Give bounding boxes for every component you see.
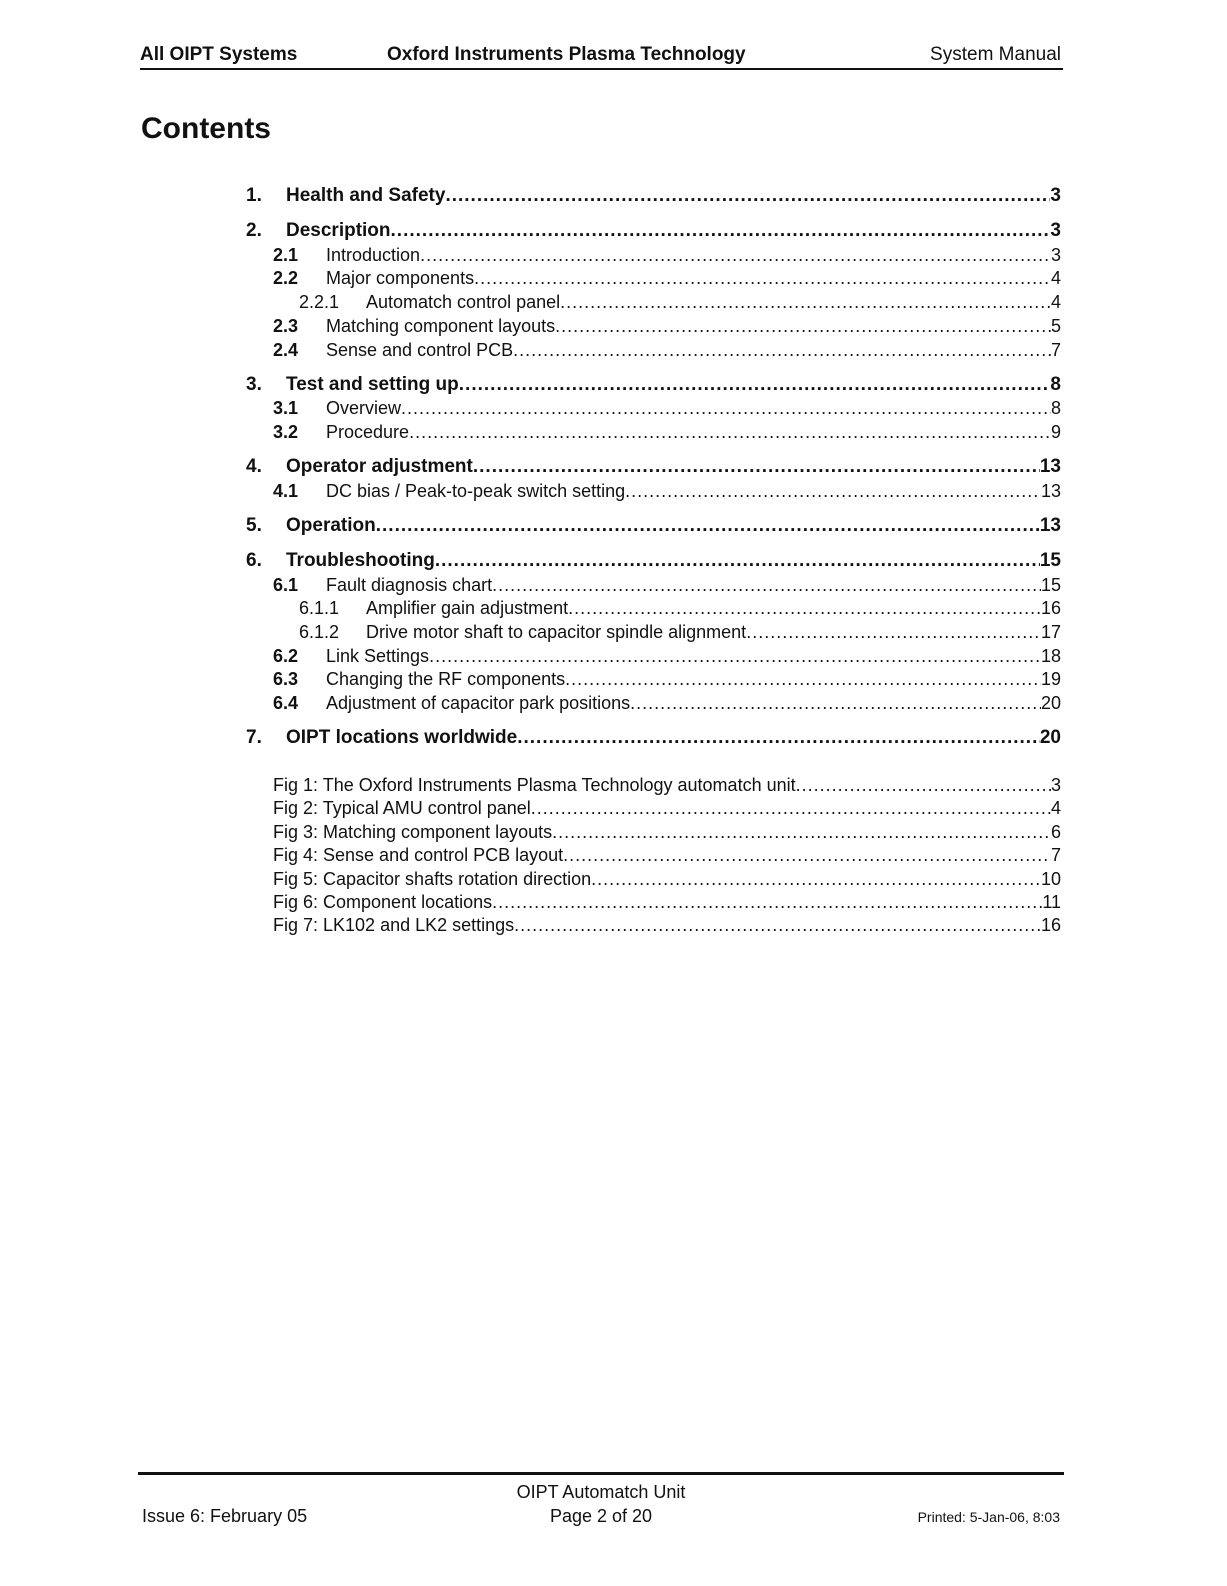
toc-entry[interactable]: [0, 219, 1227, 243]
toc-entry[interactable]: [0, 373, 1227, 397]
toc-entry-page: 4: [1050, 268, 1061, 288]
dot-leader: [565, 667, 1041, 691]
toc-entry[interactable]: [0, 314, 1227, 338]
figure-entry-page: 4: [1050, 798, 1061, 818]
toc-entry[interactable]: [0, 396, 1227, 420]
toc-entry[interactable]: [0, 243, 1227, 267]
toc-entry-number: 1.: [246, 185, 262, 206]
figure-entry[interactable]: [0, 867, 1227, 891]
figure-entry-page: 6: [1050, 822, 1061, 842]
dot-leader: [625, 479, 1041, 503]
dot-leader: [429, 644, 1041, 668]
dot-leader: [514, 913, 1041, 937]
toc-entry-label: Procedure: [326, 422, 410, 442]
toc-entry[interactable]: [0, 184, 1227, 208]
dot-leader: [474, 266, 1051, 290]
toc-entry-number: 2.1: [273, 245, 299, 265]
toc-entry-page: 9: [1050, 422, 1061, 442]
toc-entry-page: 15: [1040, 575, 1061, 595]
toc-entry[interactable]: [0, 420, 1227, 444]
figure-entry-label: Fig 6: Component locations: [273, 892, 493, 912]
toc-entry-label: Test and setting up: [286, 374, 459, 395]
toc-entry[interactable]: [0, 455, 1227, 479]
toc-entry-page: 3: [1050, 245, 1061, 265]
toc-entry-label: Troubleshooting: [286, 550, 435, 571]
dot-leader: [630, 691, 1041, 715]
toc-entry-page: 13: [1039, 456, 1061, 477]
toc-entry-number: 2.2.1: [299, 292, 340, 312]
toc-entry-page: 20: [1039, 727, 1061, 748]
toc-entry-label: Operator adjustment: [286, 456, 473, 477]
figure-entry-label: Fig 7: LK102 and LK2 settings: [273, 915, 515, 935]
footer-printed-date: Printed: 5-Jan-06, 8:03: [917, 1509, 1060, 1525]
toc-entry-page: 3: [1050, 185, 1061, 206]
page-title: Contents: [141, 112, 271, 145]
toc-entry-label: DC bias / Peak-to-peak switch setting: [326, 481, 626, 501]
toc-entry-page: 16: [1040, 598, 1061, 618]
toc-entry-number: 2.4: [273, 340, 299, 360]
figure-entry-label: Fig 5: Capacitor shafts rotation direction: [273, 869, 592, 889]
footer-page-number: Page 2 of 20: [549, 1506, 653, 1526]
toc-entry-label: Drive motor shaft to capacitor spindle alignment: [366, 622, 747, 642]
dot-leader: [568, 596, 1041, 620]
toc-entry-label: Changing the RF components: [326, 669, 566, 689]
dot-leader: [409, 420, 1051, 444]
toc-entry-number: 2.3: [273, 316, 299, 336]
dot-leader: [563, 843, 1051, 867]
toc-entry[interactable]: [0, 573, 1227, 597]
figure-entry[interactable]: [0, 796, 1227, 820]
dot-leader: [459, 373, 1051, 397]
toc-entry[interactable]: [0, 338, 1227, 362]
dot-leader: [555, 314, 1051, 338]
toc-entry-label: Overview: [326, 398, 402, 418]
dot-leader: [591, 867, 1041, 891]
figure-entry-page: 7: [1050, 845, 1061, 865]
toc-entry[interactable]: [0, 514, 1227, 538]
toc-entry-label: Link Settings: [326, 646, 430, 666]
toc-entry-page: 8: [1050, 398, 1061, 418]
toc-entry-label: Description: [286, 220, 391, 241]
toc-entry-page: 5: [1050, 316, 1061, 336]
figure-entry[interactable]: [0, 890, 1227, 914]
toc-entry-page: 19: [1040, 669, 1061, 689]
toc-entry[interactable]: [0, 691, 1227, 715]
figure-entry[interactable]: [0, 843, 1227, 867]
dot-leader: [473, 455, 1040, 479]
page-header: [140, 42, 1063, 70]
figure-entry-page: 10: [1040, 869, 1061, 889]
dot-leader: [420, 243, 1051, 267]
toc-entry-page: 4: [1050, 292, 1061, 312]
toc-entry-label: Major components: [326, 268, 475, 288]
toc-entry-number: 3.1: [273, 398, 299, 418]
toc-entry-page: 13: [1039, 515, 1061, 536]
toc-entry-number: 2.: [246, 220, 262, 241]
header-left: All OIPT Systems: [140, 44, 298, 65]
toc-entry-number: 6.1.2: [299, 622, 340, 642]
toc-entry-page: 3: [1050, 220, 1061, 241]
toc-entry-number: 2.2: [273, 268, 299, 288]
toc-entry-page: 20: [1040, 693, 1061, 713]
dot-leader: [391, 219, 1051, 243]
dot-leader: [531, 796, 1051, 820]
figure-entry-page: 11: [1042, 892, 1061, 912]
figure-entry-page: 3: [1050, 775, 1061, 795]
figure-entry-label: Fig 3: Matching component layouts: [273, 822, 553, 842]
toc-entry-number: 6.1.1: [299, 598, 340, 618]
toc-entry-label: Operation: [286, 515, 376, 536]
toc-entry-page: 7: [1050, 340, 1061, 360]
footer-issue: Issue 6: February 05: [142, 1506, 308, 1526]
toc-entry-label: Introduction: [326, 245, 421, 265]
dot-leader: [513, 338, 1051, 362]
dot-leader: [552, 820, 1051, 844]
toc-entry-label: Adjustment of capacitor park positions: [326, 693, 631, 713]
toc-entry-number: 6.2: [273, 646, 299, 666]
dot-leader: [445, 184, 1050, 208]
toc-entry-number: 6.4: [273, 693, 299, 713]
dot-leader: [746, 620, 1041, 644]
header-right: System Manual: [930, 44, 1061, 65]
toc-entry-label: OIPT locations worldwide: [286, 727, 518, 748]
figure-entry-label: Fig 4: Sense and control PCB layout: [273, 845, 564, 865]
toc-entry-number: 6.1: [273, 575, 299, 595]
toc-entry-page: 8: [1050, 374, 1061, 395]
toc-entry-number: 4.1: [273, 481, 299, 501]
dot-leader: [517, 726, 1040, 750]
dot-leader: [492, 573, 1041, 597]
toc-entry-number: 3.: [246, 374, 262, 395]
page-footer: [138, 1472, 1064, 1535]
toc-entry-page: 17: [1040, 622, 1061, 642]
dot-leader: [401, 396, 1051, 420]
dot-leader: [560, 290, 1051, 314]
toc-entry[interactable]: [0, 266, 1227, 290]
toc-entry[interactable]: [0, 549, 1227, 573]
figure-entry-label: Fig 1: The Oxford Instruments Plasma Technology automatch unit: [273, 775, 796, 795]
toc-entry-number: 6.: [246, 550, 262, 571]
figure-entry[interactable]: [0, 820, 1227, 844]
toc-entry[interactable]: [0, 644, 1227, 668]
toc-entry-number: 6.3: [273, 669, 299, 689]
figure-entry[interactable]: [0, 913, 1227, 937]
toc-entry-label: Fault diagnosis chart: [326, 575, 493, 595]
dot-leader: [796, 773, 1051, 797]
toc-entry-label: Amplifier gain adjustment: [366, 598, 569, 618]
toc-entry-number: 7.: [246, 727, 262, 748]
toc-entry-number: 5.: [246, 515, 262, 536]
figure-entry-label: Fig 2: Typical AMU control panel: [273, 798, 531, 818]
toc-entry[interactable]: [0, 290, 1227, 314]
toc-entry[interactable]: [0, 667, 1227, 691]
dot-leader: [376, 514, 1040, 538]
toc-entry-label: Matching component layouts: [326, 316, 556, 336]
toc-entry[interactable]: [0, 620, 1227, 644]
toc-entry-number: 3.2: [273, 422, 299, 442]
footer-doc-title: OIPT Automatch Unit: [516, 1482, 686, 1502]
toc-entry-number: 4.: [246, 456, 262, 477]
toc-entry-label: Sense and control PCB: [326, 340, 514, 360]
toc-entry-page: 15: [1039, 550, 1061, 571]
dot-leader: [435, 549, 1040, 573]
toc-entry[interactable]: [0, 726, 1227, 750]
toc-entry-label: Automatch control panel: [366, 292, 561, 312]
figure-entry[interactable]: [0, 773, 1227, 797]
toc-entry[interactable]: [0, 596, 1227, 620]
toc-entry[interactable]: [0, 479, 1227, 503]
dot-leader: [492, 890, 1042, 914]
header-center: Oxford Instruments Plasma Technology: [387, 44, 746, 65]
toc-entry-label: Health and Safety: [286, 185, 446, 206]
toc-entry-page: 18: [1040, 646, 1061, 666]
figure-entry-page: 16: [1040, 915, 1061, 935]
toc-entry-page: 13: [1040, 481, 1061, 501]
